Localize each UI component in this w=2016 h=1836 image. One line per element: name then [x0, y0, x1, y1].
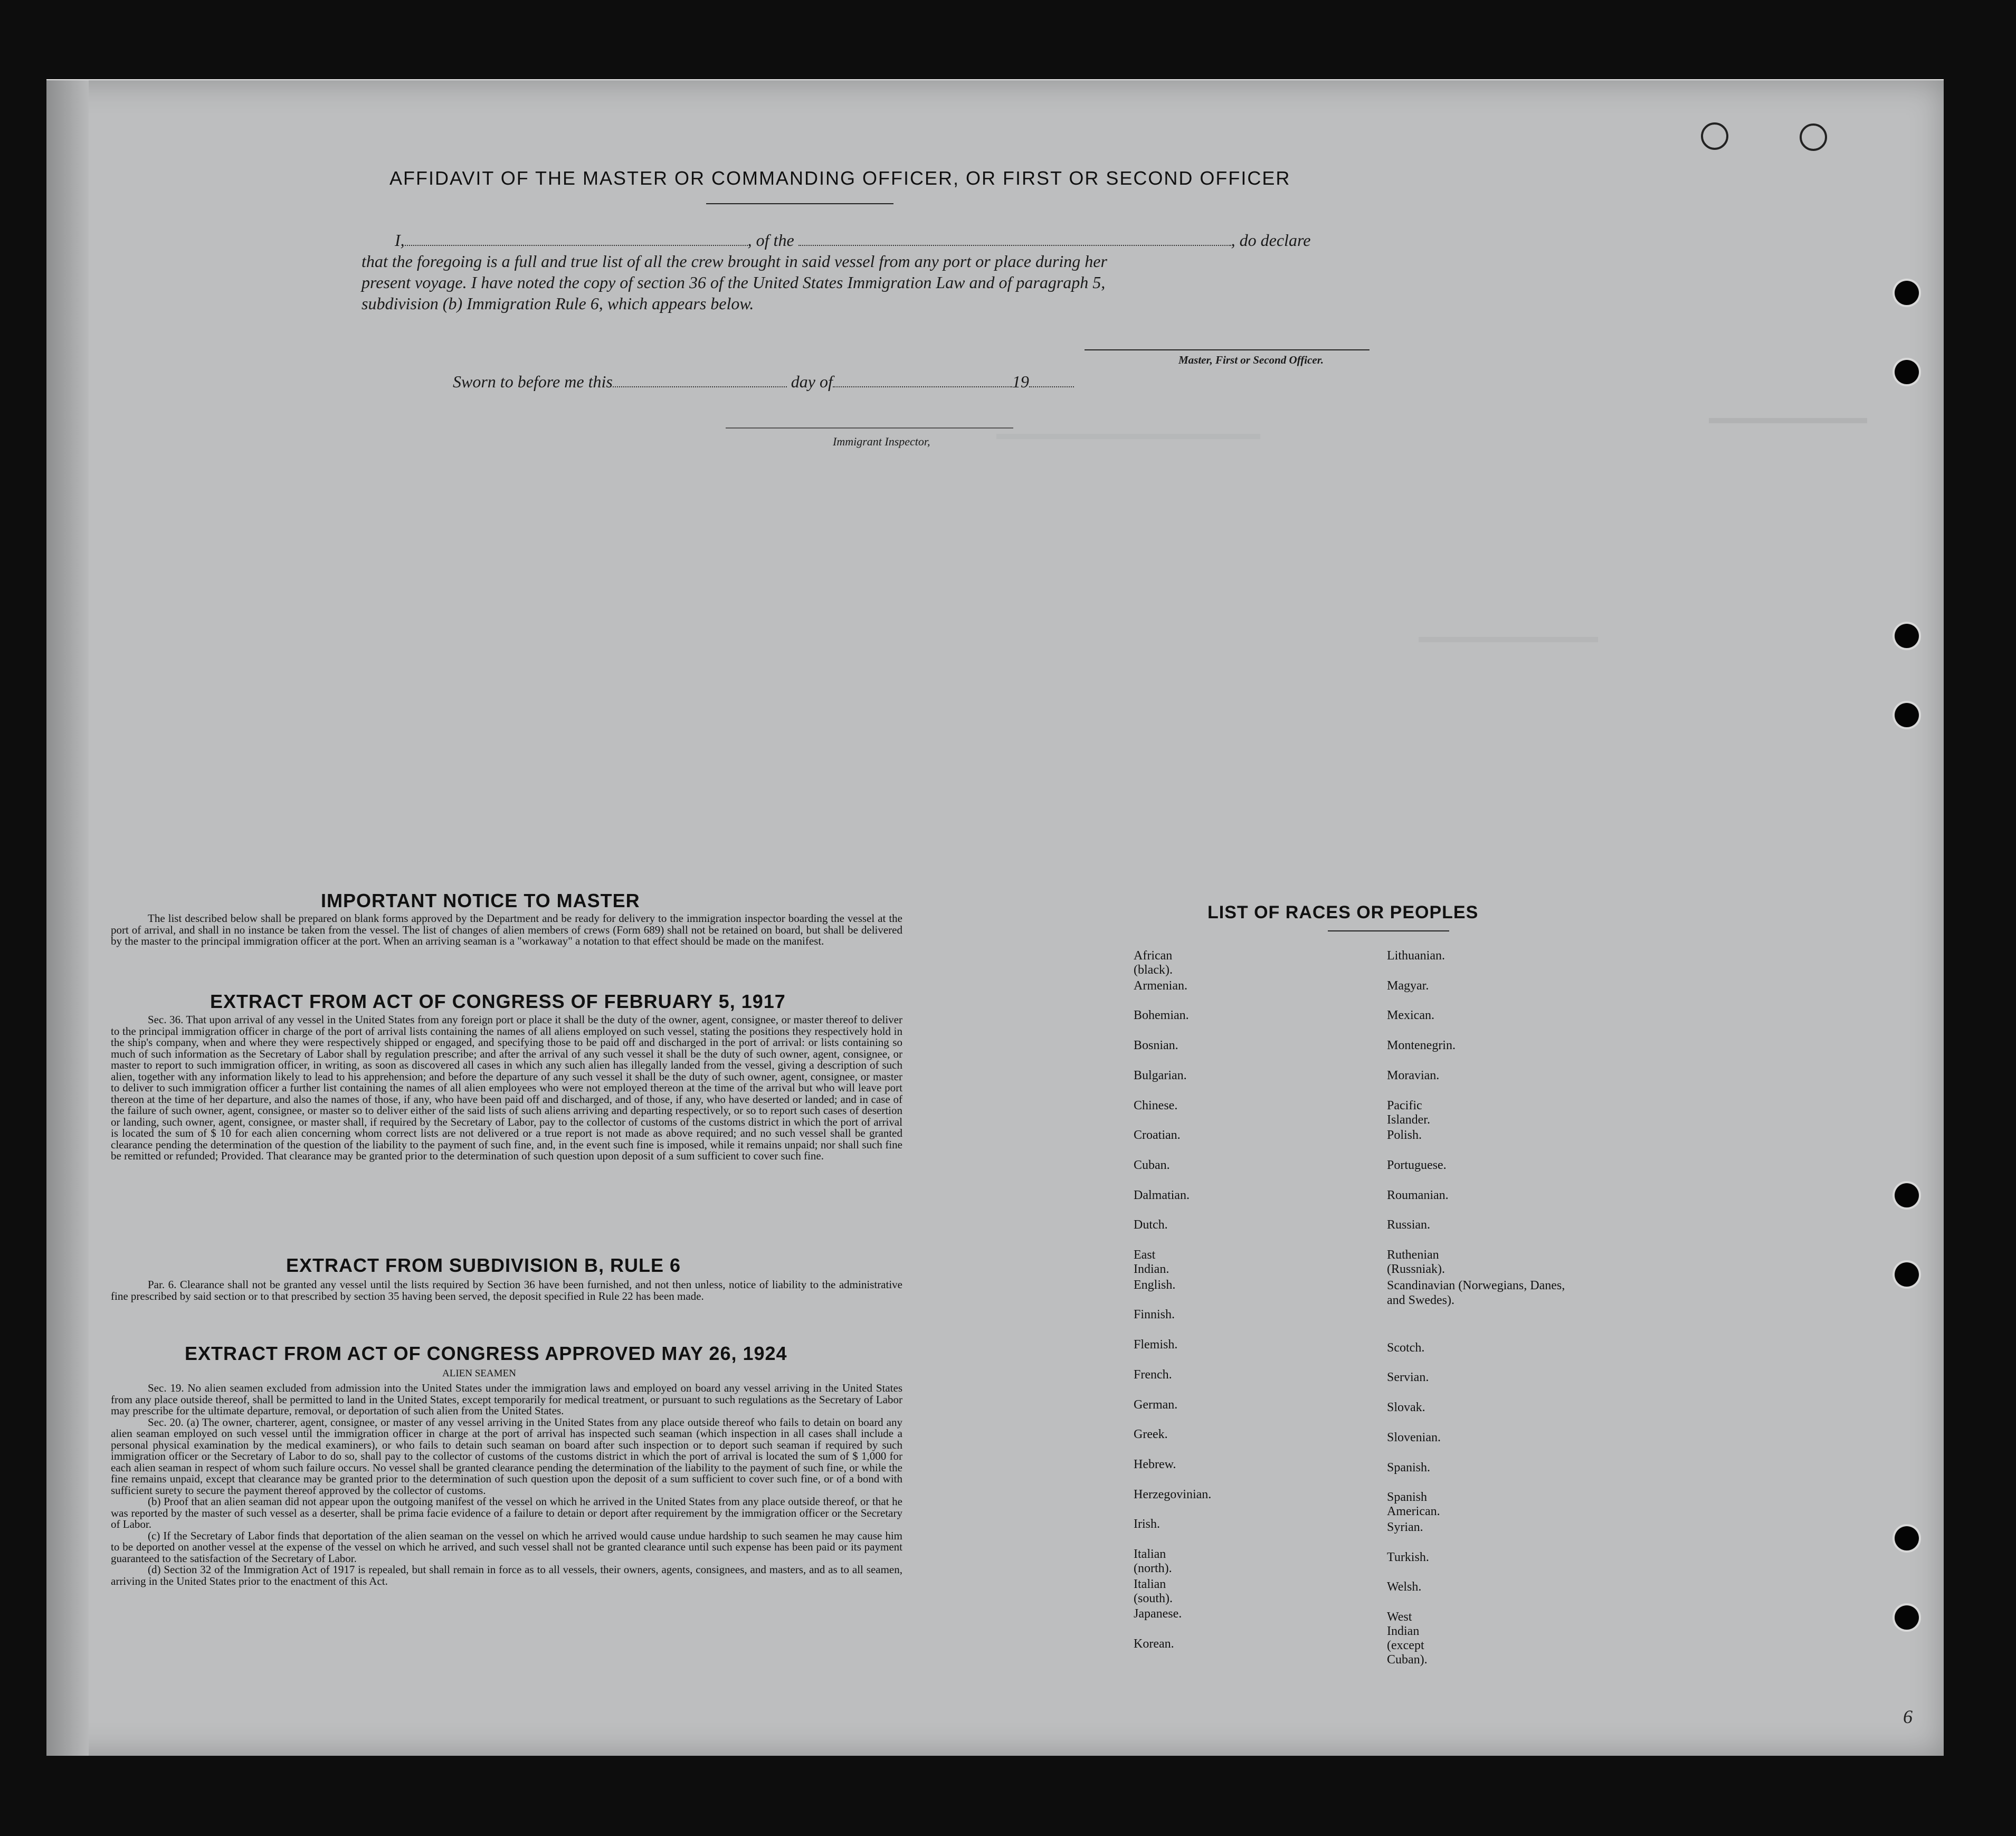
- extract-1924-heading: EXTRACT FROM ACT OF CONGRESS APPROVED MAY 26, 1924: [185, 1343, 787, 1364]
- race-item: Servian.: [1387, 1371, 1429, 1385]
- race-item: Montenegrin.: [1387, 1039, 1456, 1053]
- race-item: Bosnian.: [1134, 1039, 1178, 1053]
- section-36-paragraph: Sec. 36. That upon arrival of any vessel in the United States from any foreign port or place it shall be the duty of the owner, agent, consignee, or master thereof to deliver to the principal immigration officer in charge of the port of arrival lists containing the names of all aliens employed on such vessel, stating the positions they respectively hold in the ship's company, when and where they were respectively shipped or engaged, and specifying those to be paid off and discharged in the port of arrival: or lists containing so much of such information as the Secretary of Labor shall by regulation prescribe; and after the arrival of any such vessel it shall be the duty of such owner, agent, consignee, or master to report to such immigration officer, in writing, as soon as discovered all cases in which any such alien has illegally landed from the vessel, giving a description of such alien, together with any information likely to lead to his apprehension; and before the departure of any such vessel it shall be the duty of such owner, agent, consignee, or master to deliver to such immigration officer a further list containing the names of all alien employees who were not employed thereon at the time of the arrival but who will leave port thereon at the time of her departure, and also the names of those, if any, who have been paid off and discharged, and of those, if any, who have deserted or landed; and in case of the failure of such owner, agent, consignee, or master so to deliver either of the said lists of such aliens arriving and departing respectively, or so to report such cases of desertion or landing, such owner, agent, consignee, or master shall, if required by the Secretary of Labor, pay to the collector of customs of the customs district in which the port of arrival is located the sum of $ 10 for each alien concerning whom correct lists are not delivered or a true report is not made as above required; and no such vessel shall be granted clearance pending the determination of the question of the liability to the payment of such fine, and, in the event such fine is imposed, while it remains unpaid; nor shall such fine be remitted or refunded; Provided. That clearance may be granted prior to the determination of such question upon deposit of a sum sufficient to cover such fine.: [111, 1013, 902, 1162]
- race-item: Flemish.: [1134, 1338, 1178, 1352]
- race-item: Scandinavian (Norwegians, Danes, and Swedes).: [1387, 1278, 1565, 1307]
- notice-paragraph: The list described below shall be prepared on blank forms approved by the Department and be ready for delivery to the immigration inspector boarding the vessel at the port of arrival, and shall in no instance be taken from the vessel. The list of changes of alien members of crews (Form 689) shall not be retained on board, but shall be delivered by the master to the principal immigration officer at the port. When an arriving seaman is a "workaway" a notation to that effect should be made on the manifest.: [111, 912, 902, 947]
- race-item: Chinese.: [1134, 1098, 1178, 1112]
- race-item: Turkish.: [1387, 1550, 1429, 1564]
- inspector-label: Immigrant Inspector,: [833, 435, 930, 448]
- section-20c-paragraph: (c) If the Secretary of Labor finds that deportation of the alien seaman on the vessel on which he arrived would cause undue hardship to such seamen he may cause him to be deported on another vessel at the expense of the vessel on which he arrived, and such vessel shall not be granted clearance until such expense has been paid or its payment guaranteed to the satisfaction of the Secretary of Labor.: [111, 1529, 902, 1565]
- race-item: Korean.: [1134, 1637, 1174, 1651]
- race-item: Cuban.: [1134, 1158, 1170, 1172]
- affidavit-line-4: subdivision (b) Immigration Rule 6, which appears below.: [362, 294, 754, 313]
- race-item: Scotch.: [1387, 1340, 1425, 1355]
- affidavit-line-2: that the foregoing is a full and true list of all the crew brought in said vessel from any port or place during her: [362, 252, 1107, 271]
- race-item: Italian (north).: [1134, 1547, 1172, 1575]
- race-item: African (black).: [1134, 949, 1173, 977]
- race-item: Japanese.: [1134, 1607, 1182, 1621]
- race-item: Roumanian.: [1387, 1188, 1449, 1202]
- race-item: Slovak.: [1387, 1401, 1425, 1415]
- vessel-name-blank[interactable]: [798, 232, 1231, 246]
- bleed-through-mark: [1709, 418, 1867, 423]
- sworn-day-blank[interactable]: [613, 374, 787, 387]
- section-20a-paragraph: Sec. 20. (a) The owner, charterer, agent, consignee, or master of any vessel arriving in the United States from any place outside thereof who fails to detain on board any alien seaman employed on such vessel until the immigration officer in charge at the port of arrival has inspected such seaman (which inspection in all cases shall include a personal physical examination by the medical examiners), or who fails to detain such seaman on board after such inspection or to deport such seaman if required by such immigration officer or the Secretary of Labor to do so, shall pay to the collector of customs of the customs district in which the port of arrival is located the sum of $ 1,000 for each alien seaman in respect of whom such failure occurs. No vessel shall be granted clearance pending the determination of the liability to the payment of such fine, or while the fine remains unpaid, except that clearance may be granted prior to the determination of such question upon the deposit of a sum sufficient to cover such fine, or of a bond with sufficient surety to secure the payment thereof approved by the collector of customs.: [111, 1415, 902, 1497]
- race-item: Spanish American.: [1387, 1490, 1440, 1519]
- punch-hole-icon: [1895, 624, 1919, 648]
- extract-rule6-text: [111, 1279, 902, 1302]
- affidavit-i: I,: [395, 231, 405, 250]
- affidavit-line-1: [395, 231, 1424, 250]
- race-item: French.: [1134, 1367, 1172, 1382]
- officer-name-blank[interactable]: [405, 232, 748, 246]
- race-item: Dalmatian.: [1134, 1188, 1190, 1202]
- race-item: Hebrew.: [1134, 1457, 1176, 1471]
- margin-mark: 6: [1903, 1706, 1913, 1727]
- affidavit-line-3: present voyage. I have noted the copy of section 36 of the United States Immigration Law and of paragraph 5,: [362, 273, 1106, 292]
- affidavit-title: AFFIDAVIT OF THE MASTER OR COMMANDING OFFICER, OR FIRST OR SECOND OFFICER: [389, 167, 1291, 189]
- section-20b-paragraph: (b) Proof that an alien seaman did not appear upon the outgoing manifest of the vessel on which he arrived in the United States from any place outside thereof, or that he was reported by the master of such vessel as a deserter, shall be prima facie evidence of a failure to detain or deport after requirement by the immigration officer or the Secretary of Labor.: [111, 1495, 902, 1530]
- paragraph-6: Par. 6. Clearance shall not be granted any vessel until the lists required by Section 36 have been furnished, and not then unless, notice of liability to the administrative fine prescribed by said section or to that prescribed by section 35 having been served, the deposit specified in Rule 22 has been made.: [111, 1278, 902, 1302]
- race-item: Finnish.: [1134, 1308, 1175, 1322]
- punch-ring-icon: [1800, 123, 1827, 151]
- race-item: Pacific Islander.: [1387, 1098, 1430, 1127]
- race-item: Magyar.: [1387, 978, 1429, 993]
- race-item: Russian.: [1387, 1218, 1431, 1232]
- punch-ring-icon: [1701, 122, 1728, 150]
- sworn-line: [453, 372, 1192, 392]
- race-item: Welsh.: [1387, 1580, 1422, 1594]
- affidavit-title-rule: [706, 203, 893, 204]
- sworn-day-of: day of: [791, 372, 833, 391]
- sworn-month-blank[interactable]: [833, 374, 1012, 387]
- bleed-through-mark: [1419, 637, 1598, 642]
- race-item: Croatian.: [1134, 1128, 1181, 1143]
- punch-hole-icon: [1895, 1605, 1919, 1630]
- punch-hole-icon: [1895, 1262, 1919, 1287]
- punch-hole-icon: [1895, 703, 1919, 727]
- race-item: West Indian (except Cuban).: [1387, 1610, 1428, 1667]
- extract-1917-heading: EXTRACT FROM ACT OF CONGRESS OF FEBRUARY 5, 1917: [210, 991, 786, 1012]
- extract-1917-text: [111, 1014, 902, 1162]
- races-heading-rule: [1328, 930, 1449, 931]
- alien-seamen-subheading: ALIEN SEAMEN: [442, 1368, 516, 1379]
- page-fold-shadow: [46, 80, 89, 1756]
- affidavit-do-declare: , do declare: [1231, 231, 1311, 250]
- section-20d-paragraph: (d) Section 32 of the Immigration Act of 1917 is repealed, but shall remain in force as to all vessels, their owners, agents, consignees, and masters, and as to all seamen, arriving in the United States prior to the enactment of this Act.: [111, 1563, 902, 1587]
- race-item: Slovenian.: [1387, 1430, 1441, 1444]
- race-item: Armenian.: [1134, 978, 1187, 993]
- inspector-line[interactable]: [726, 427, 1013, 429]
- race-item: Moravian.: [1387, 1068, 1440, 1082]
- race-item: Irish.: [1134, 1517, 1160, 1531]
- race-item: English.: [1134, 1278, 1176, 1292]
- extract-1924-text: [111, 1383, 902, 1587]
- notice-text: [111, 913, 902, 947]
- race-item: Greek.: [1134, 1428, 1168, 1442]
- race-item: Dutch.: [1134, 1218, 1168, 1232]
- punch-hole-icon: [1895, 1526, 1919, 1550]
- affidavit-of-the: , of the: [747, 231, 794, 250]
- race-item: Portuguese.: [1387, 1158, 1447, 1172]
- bleed-through-mark: [996, 434, 1260, 439]
- section-19-paragraph: Sec. 19. No alien seamen excluded from admission into the United States under the immigration laws and employed on board any vessel arriving in the United States from any place outside thereof, shall be permitted to land in the United States, except temporarily for medical treatment, or pursuant to such regulations as the Secretary of Labor may prescribe for the ultimate departure, removal, or deportation of such alien from the United States.: [111, 1382, 902, 1417]
- race-item: Bulgarian.: [1134, 1068, 1187, 1082]
- extract-rule6-heading: EXTRACT FROM SUBDIVISION B, RULE 6: [286, 1254, 681, 1276]
- race-item: Ruthenian (Russniak).: [1387, 1248, 1445, 1276]
- signature-label: Master, First or Second Officer.: [1178, 354, 1324, 366]
- race-item: Bohemian.: [1134, 1009, 1189, 1023]
- punch-hole-icon: [1895, 281, 1919, 305]
- race-item: Mexican.: [1387, 1009, 1434, 1023]
- race-item: Lithuanian.: [1387, 949, 1445, 963]
- punch-hole-icon: [1895, 360, 1919, 384]
- notice-heading: IMPORTANT NOTICE TO MASTER: [321, 890, 640, 911]
- signature-line[interactable]: [1085, 349, 1370, 350]
- manifest-page: [46, 79, 1944, 1756]
- races-heading: LIST OF RACES OR PEOPLES: [1207, 902, 1479, 922]
- sworn-year-blank[interactable]: [1029, 374, 1074, 387]
- race-item: German.: [1134, 1397, 1178, 1412]
- sworn-year: 19: [1012, 372, 1029, 391]
- race-item: Spanish.: [1387, 1460, 1431, 1474]
- race-item: Italian (south).: [1134, 1577, 1173, 1605]
- punch-hole-icon: [1895, 1183, 1919, 1207]
- race-item: Polish.: [1387, 1128, 1422, 1143]
- race-item: Herzegovinian.: [1134, 1487, 1212, 1501]
- race-item: East Indian.: [1134, 1248, 1169, 1276]
- sworn-text: Sworn to before me this: [453, 372, 613, 391]
- race-item: Syrian.: [1387, 1520, 1423, 1534]
